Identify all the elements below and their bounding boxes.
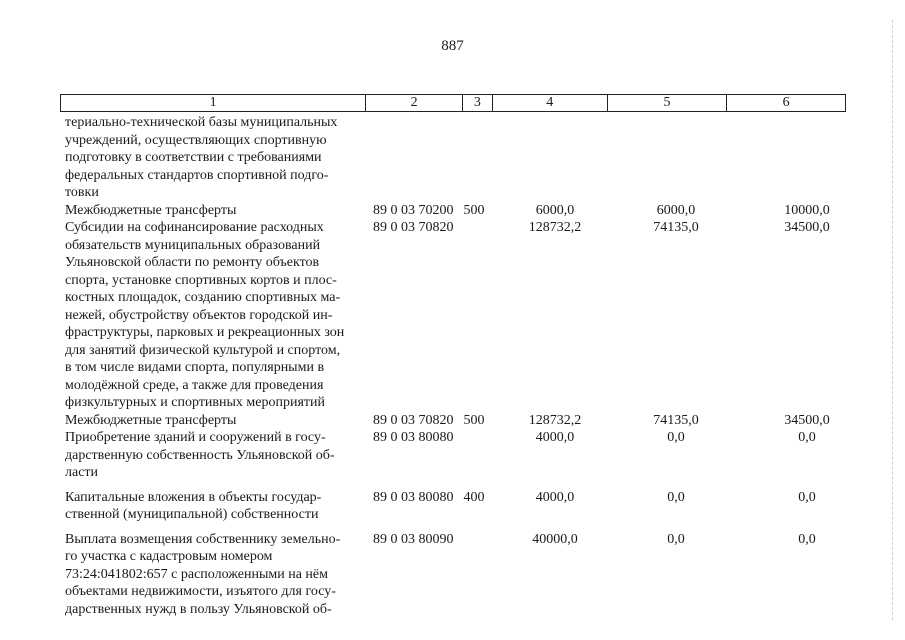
row-code: 89 0 03 70820	[373, 220, 454, 235]
row-description	[65, 412, 361, 430]
row-value-col-4: 6000,0	[535, 202, 575, 218]
row-value-col-5: 0,0	[667, 531, 685, 547]
row-value-col-4: 128732,2	[528, 412, 582, 428]
table-row	[65, 202, 845, 220]
description-line: фраструктуры, парковых и рекреационных зон	[65, 325, 345, 340]
description-line: товки	[65, 185, 99, 200]
header-col-4: 4	[493, 95, 608, 111]
row-value-col-5: 74135,0	[653, 220, 699, 235]
page-number: 887	[441, 38, 464, 54]
description-line: Межбюджетные трансферты	[65, 412, 237, 428]
description-line: 73:24:041802:657 с расположенными на нём	[65, 566, 328, 582]
row-value-col-6: 34500,0	[784, 220, 830, 235]
row-code: 89 0 03 80090	[373, 531, 454, 547]
row-value-col-6: 10000,0	[784, 202, 830, 218]
row-code	[361, 114, 457, 202]
row-expense-type	[457, 429, 491, 482]
description-line: Капитальные вложения в объекты государ-	[65, 489, 322, 505]
row-description	[65, 219, 361, 412]
row-description	[65, 429, 361, 482]
description-line: костных площадок, созданию спортивных ма-	[65, 290, 341, 305]
table-row	[65, 429, 845, 482]
row-value-col-6	[719, 114, 839, 202]
row-code: 89 0 03 70820	[373, 412, 454, 428]
row-value-col-4: 128732,2	[528, 220, 582, 235]
row-gap	[65, 524, 845, 531]
row-description	[65, 114, 361, 202]
row-value-col-5: 6000,0	[656, 202, 696, 218]
description-line: Межбюджетные трансферты	[65, 202, 237, 218]
row-value-col-6: 0,0	[798, 489, 816, 505]
table-row	[65, 219, 845, 412]
row-value-col-6: 0,0	[798, 430, 816, 445]
row-value-col-6: 34500,0	[784, 412, 830, 428]
header-col-3: 3	[463, 95, 493, 111]
description-line: для занятий физической культурой и спортом,	[65, 342, 341, 358]
description-line: ласти	[65, 465, 99, 480]
row-value-col-5: 74135,0	[653, 412, 699, 428]
description-line: териально-технической базы муниципальных	[65, 115, 338, 130]
table-row	[65, 412, 845, 430]
description-line: федеральных стандартов спортивной подго-	[65, 167, 329, 183]
description-line: подготовку в соответствии с требованиями	[65, 150, 322, 165]
row-code: 89 0 03 80080	[373, 489, 454, 505]
description-line: в том числе видами спорта, популярными в	[65, 360, 325, 375]
row-description	[65, 531, 361, 619]
row-value-col-5: 0,0	[667, 489, 685, 505]
row-expense-type	[457, 219, 491, 412]
description-line: спорта, установке спортивных кортов и плос-	[65, 272, 337, 288]
scan-edge-line	[891, 20, 893, 620]
description-line: ственной (муниципальной) собственности	[65, 507, 319, 522]
row-value-col-5: 0,0	[667, 430, 685, 445]
row-code: 89 0 03 80080	[373, 430, 454, 445]
description-line: Ульяновской области по ремонту объектов	[65, 255, 320, 270]
row-description	[65, 202, 361, 220]
row-expense-type	[457, 531, 491, 619]
header-col-1: 1	[61, 95, 366, 111]
table-row	[65, 114, 845, 202]
row-expense-type	[457, 114, 491, 202]
description-line: го участка с кадастровым номером	[65, 549, 273, 564]
description-line: физкультурных и спортивных мероприятий	[65, 395, 325, 410]
description-line: дарственную собственность Ульяновской об-	[65, 447, 335, 463]
row-value-col-6: 0,0	[798, 531, 816, 547]
header-col-6: 6	[782, 95, 790, 110]
description-line: Субсидии на софинансирование расходных	[65, 220, 324, 235]
description-line: Выплата возмещения собственнику земельно-	[65, 531, 341, 547]
table-body	[65, 114, 845, 618]
row-value-col-4: 40000,0	[532, 531, 578, 547]
row-code: 89 0 03 70200	[373, 202, 454, 218]
table-row	[65, 489, 845, 524]
row-value-col-4: 4000,0	[535, 489, 575, 505]
row-description	[65, 489, 361, 524]
row-value-col-4: 4000,0	[535, 430, 575, 445]
row-gap	[65, 482, 845, 489]
description-line: учреждений, осуществляющих спортивную	[65, 132, 327, 148]
description-line: нежей, обустройству объектов городской ин-	[65, 307, 333, 323]
row-value-col-4	[491, 114, 601, 202]
description-line: дарственных нужд в пользу Ульяновской об-	[65, 601, 332, 617]
description-line: молодёжной среде, а также для проведения	[65, 377, 324, 393]
table-header-row	[60, 94, 846, 112]
row-value-col-5	[601, 114, 719, 202]
description-line: объектами недвижимости, изъятого для госу-	[65, 584, 336, 599]
table-row	[65, 531, 845, 619]
row-expense-type: 500	[463, 412, 485, 428]
description-line: Приобретение зданий и сооружений в госу-	[65, 430, 326, 445]
description-line: обязательств муниципальных образований	[65, 237, 321, 253]
row-expense-type: 500	[463, 202, 485, 218]
row-expense-type: 400	[463, 489, 485, 505]
header-col-2: 2	[366, 95, 463, 111]
header-col-5: 5	[608, 95, 728, 111]
